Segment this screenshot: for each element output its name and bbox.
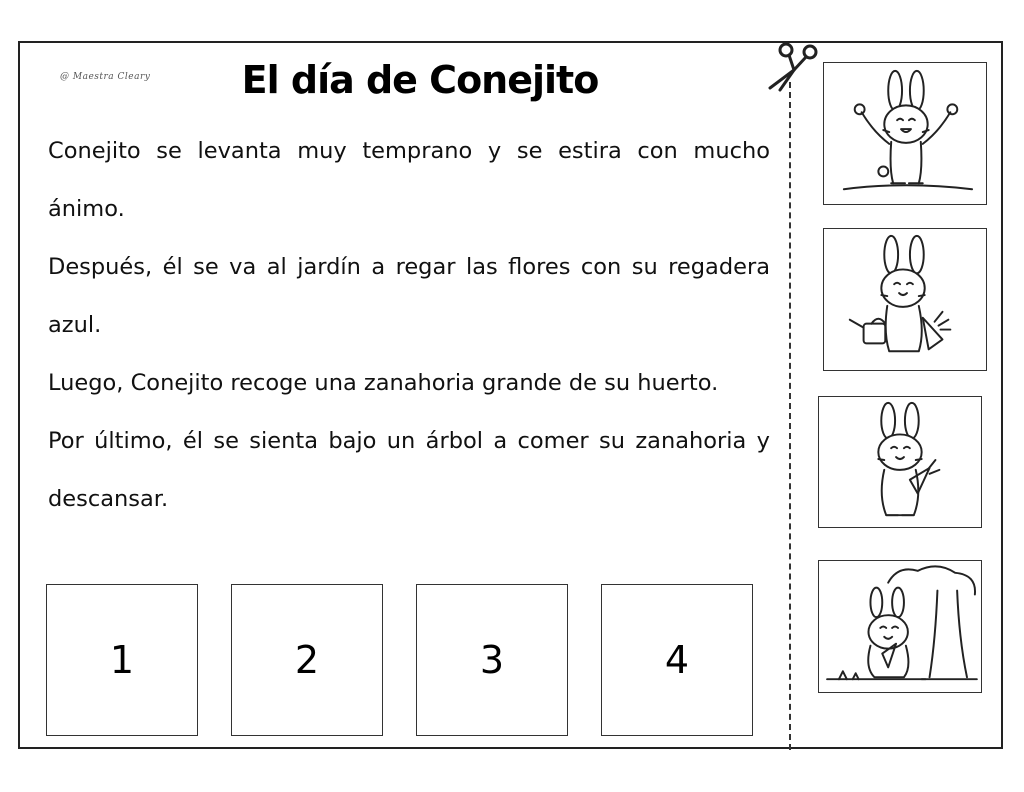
picture-bunny-tree[interactable] (818, 560, 982, 693)
bunny-stretching-icon (824, 63, 986, 204)
answer-box-3[interactable]: 3 (416, 584, 568, 736)
answer-boxes (46, 584, 756, 738)
answer-box-2[interactable]: 2 (231, 584, 383, 736)
story-paragraph-3: Luego, Conejito recoge una zanahoria grande de su huerto. (48, 370, 719, 396)
answer-box-4[interactable]: 4 (601, 584, 753, 736)
page-title: El día de Conejito (241, 58, 599, 102)
cut-line (789, 82, 791, 750)
bunny-watering-icon (824, 229, 986, 370)
picture-bunny-watering[interactable] (823, 228, 987, 371)
story-paragraph-1: Conejito se levanta muy temprano y se estira con mucho ánimo. (48, 138, 770, 222)
story-paragraph-2: Después, él se va al jardín a regar las flores con su regadera azul. (48, 254, 770, 338)
story-text (48, 122, 770, 528)
bunny-tree-icon (819, 561, 981, 692)
author-watermark: @ Maestra Cleary (60, 72, 151, 82)
bunny-carrot-icon (819, 397, 981, 527)
scissors-icon (766, 40, 826, 92)
story-paragraph-4: Por último, él se sienta bajo un árbol a comer su zanahoria y descansar. (48, 428, 770, 512)
picture-bunny-carrot[interactable] (818, 396, 982, 528)
answer-box-1[interactable]: 1 (46, 584, 198, 736)
picture-bunny-stretching[interactable] (823, 62, 987, 205)
